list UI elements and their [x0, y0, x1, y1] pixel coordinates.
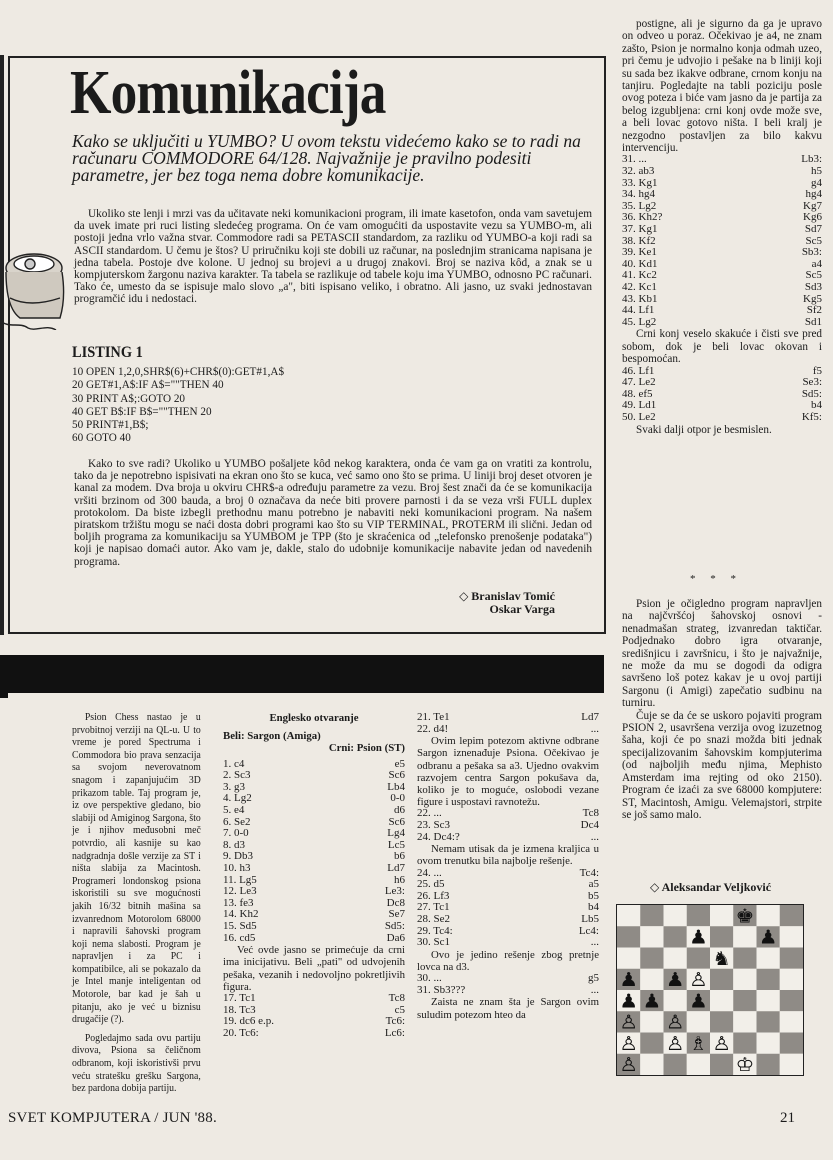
black-move: Tc8: [582, 807, 599, 820]
white-move: 15. Sd5: [223, 919, 257, 932]
white-move: 32. ab3: [622, 165, 655, 178]
white-move: 44. Lf1: [622, 304, 655, 317]
black-move: Sc5: [805, 234, 822, 247]
black-move: b6: [394, 850, 405, 863]
board-square: [733, 948, 756, 969]
code-line: 10 OPEN 1,2,0,SHR$(6)+CHR$(0):GET#1,A$: [72, 366, 285, 378]
white-move: 33. Kg1: [622, 176, 658, 189]
board-square: [757, 990, 780, 1011]
white-move: 31. ...: [622, 153, 647, 166]
board-square: [780, 990, 803, 1011]
board-square: [733, 1011, 756, 1032]
black-move: Kf5:: [801, 410, 822, 423]
black-move: h6: [394, 873, 405, 886]
white-move: 22. d4!: [417, 722, 449, 735]
listing-title: LISTING 1: [72, 344, 143, 361]
board-square: [710, 969, 733, 990]
move-list: [417, 808, 599, 843]
white-move: 37. Kg1: [622, 223, 658, 236]
black-move: Lc4:: [578, 924, 599, 937]
black-move: Ld7: [581, 711, 599, 723]
chess-piece: [735, 904, 754, 927]
board-square: [640, 905, 663, 926]
black-move: Ld7: [387, 861, 405, 874]
black-move: Sc6: [388, 815, 405, 828]
move-row: [223, 921, 405, 933]
move-row: [223, 886, 405, 898]
white-move: 43. Kb1: [622, 292, 658, 305]
right-mid-text: Crni konj veselo skakuće i čisti sve pred sobom, dok je beli lovac okovan i bespomoćan.: [622, 328, 822, 366]
chess-paragraph: Pogledajmo sada ovu partiju divova, Psiona sa čeličnom odbranom, koji iskoristivši prvu veću stratešku grešku Sargona, bez pardona dobija partiju.: [72, 1032, 201, 1095]
author-name: ◇ Branislav Tomić: [459, 589, 555, 603]
move-row: [223, 1016, 405, 1028]
move-row: [223, 805, 405, 817]
chess-article-column-1: [72, 712, 201, 1096]
white-move: 3. g3: [223, 780, 245, 793]
frame-edge: [0, 55, 4, 635]
article-body-1: Ukoliko ste lenji i mrzi vas da učitavate neki komunikacioni program, ili imate kasetofon, onda vam savetujem da uvek imate pri ruci listing sledećeg programa. On će vam omogućiti da uspostavite vezu sa YUMBO-m, ali postoji jedna vrlo važna stvar. Commodore radi sa PETASCII standardom, za razliku od YUMBO-a koji radi sa ASCII standardom. U čemu je štos? U priručniku koji ste dobili uz računar, na poslednjim stranicama napisana je jedna tabela. Postoje dve kolone. U jednoj su brojevi a u drugoj znakovi. Broj se naziva kôd, a znak se u kompjuterskom žargonu naziva karakter. Ta tabela se razlikuje od tabele koju ima YUMBO, odnosno PC računari. Tako će, umesto da se ispisuje malo slovo „a", biti ispisano veliko, i obratno. Ali jasno, uz svaki jednostavan programčić idu i nedostaci.: [74, 208, 592, 306]
board-square: [780, 948, 803, 969]
black-move: Sc6: [388, 769, 405, 782]
telephone-illustration-icon: [0, 238, 66, 330]
black-move: f5: [812, 364, 822, 377]
move-row: [622, 282, 822, 294]
move-row: [223, 770, 405, 782]
code-line: 30 PRINT A$;:GOTO 20: [72, 392, 186, 405]
white-move: 8. d3: [223, 838, 245, 851]
article-title: Komunikacija: [70, 59, 386, 127]
move-row: [417, 832, 599, 844]
black-move: Le3:: [384, 885, 405, 898]
white-move: 22. ...: [417, 807, 442, 820]
black-move: b5: [588, 889, 599, 902]
white-move: 21. Te1: [417, 711, 450, 723]
chess-paragraph: Psion Chess nastao je u prvobitnoj verziji na QL-u. U to vreme je pored Spectruma i Commodora bio prava senzacija sa svojom neverovatnom snagom i zapanjujućim 3D prikazom table. Taj program je, iz ove perspektive gledano, bio slabiji od Amiginog Sargona, što je i njihov međusobni meč potvrdio, ali kasnije su kao nadgradnja došle verzije za ST i ništa slabija za Macintosh. Programeri londonskog psiona iskoristili su sve mogućnosti jakih 16/32 bitnih mašina sa izvanrednom Motorolom 68000 i napravili šahovski program koji nema slabosti. Program je napravljen i za PC i kompatibilce, ali se pokazalo da je Intel manje inteligentan od Motorole, bar kad je šah u pitanju, ako je već u biznisu drugačije (?).: [72, 712, 201, 1026]
board-square: [664, 990, 687, 1011]
white-move: 10. h3: [223, 861, 251, 874]
board-square: [780, 1033, 803, 1054]
black-move: g5: [588, 972, 599, 985]
white-move: 25. d5: [417, 878, 445, 891]
black-move: ...: [590, 983, 599, 996]
board-square: [757, 1033, 780, 1054]
move-row: [417, 973, 599, 985]
article-lead: Kako se uključiti u YUMBO? U ovom tekstu videćemo kako se to radi na računaru COMMODORE 64/128. Najvažnije je pravilno podesiti parametre, jer bez toga nema dobre komunikacije.: [72, 131, 581, 185]
black-move: e5: [394, 757, 405, 770]
right-end-text: Svaki dalji otpor je besmislen.: [636, 423, 772, 436]
white-move: 16. cd5: [223, 931, 256, 944]
magazine-footer: SVET KOMPJUTERA / JUN '88.: [8, 1110, 217, 1126]
board-square: [640, 969, 663, 990]
chess-piece: [712, 1032, 731, 1055]
board-square: [640, 1054, 663, 1075]
move-list: [417, 973, 599, 996]
black-move: Tc4:: [579, 866, 599, 879]
black-move: Lb3:: [801, 153, 822, 166]
black-move: Kg6: [803, 211, 822, 224]
chess-piece: [619, 1032, 638, 1055]
move-row: [417, 712, 599, 724]
board-square: [687, 905, 710, 926]
move-row: [622, 317, 822, 329]
black-move: Sc5: [805, 269, 822, 282]
chess-piece: [689, 989, 708, 1012]
right-intro: postigne, ali je sigurno da ga je upravo on odveo u poraz. Očekivao je a4, ne znam zašto, Psion je normalno konja odmah uzeo, pri čemu je udvojio i pešake na b liniji koji su sada bez ikakve odbrane, crnom konju na tanjiru. Pogledajte na tabli poziciju posle ovog poteza i biće vam jasno da je partija za belog izgubljena: crni konj ovde može sve, a beli lovac gotovo ništa. I beli kralj je nezgodno postavljen za bilo kakvu intervenciju.: [622, 18, 822, 155]
black-player: Crni: Psion (ST): [328, 742, 405, 755]
black-move: Sd5:: [801, 387, 822, 400]
board-square: [664, 1054, 687, 1075]
author-name: Oskar Varga: [489, 602, 555, 616]
black-move: h5: [811, 165, 822, 178]
white-move: 17. Tc1: [223, 991, 256, 1004]
white-move: 47. Le2: [622, 376, 656, 389]
white-move: 34. hg4: [622, 188, 655, 201]
black-move: b4: [588, 901, 599, 914]
white-move: 49. Ld1: [622, 399, 657, 412]
board-square: [640, 948, 663, 969]
black-move: Sd5:: [384, 919, 405, 932]
board-square: [757, 969, 780, 990]
board-square: [617, 905, 640, 926]
white-move: 18. Tc3: [223, 1003, 256, 1016]
board-square: [617, 926, 640, 947]
code-line: 20 GET#1,A$:IF A$=""THEN 40: [72, 379, 224, 392]
board-square: [710, 1011, 733, 1032]
board-square: [733, 990, 756, 1011]
black-move: b4: [811, 399, 822, 412]
section-divider: * * *: [690, 573, 742, 585]
black-move: hg4: [805, 188, 822, 201]
white-move: 50. Le2: [622, 410, 656, 423]
right-column: [622, 18, 822, 436]
move-row: [622, 224, 822, 236]
board-square: [780, 905, 803, 926]
white-move: 45. Lg2: [622, 315, 657, 328]
board-square: [733, 926, 756, 947]
chess-piece: [619, 1053, 638, 1076]
chess-piece: [666, 968, 685, 991]
chess-piece: [712, 947, 731, 970]
move-list: [223, 993, 405, 1039]
move-row: [622, 166, 822, 178]
white-move: 36. Kh2?: [622, 211, 663, 224]
move-list: [417, 868, 599, 949]
board-square: [664, 948, 687, 969]
board-square: [617, 948, 640, 969]
white-move: 26. Lf3: [417, 889, 450, 902]
board-square: [710, 990, 733, 1011]
black-move: 0-0: [390, 792, 405, 805]
board-square: [640, 1033, 663, 1054]
black-move: Lb4: [387, 780, 405, 793]
move-list: [622, 154, 822, 328]
chess-piece: [689, 1032, 708, 1055]
black-move: d6: [394, 803, 405, 816]
white-move: 13. fe3: [223, 896, 254, 909]
move-list: [223, 759, 405, 945]
move-row: [223, 863, 405, 875]
white-move: 30. Sc1: [417, 936, 450, 949]
black-move: ...: [590, 722, 599, 735]
chess-board: [616, 904, 804, 1076]
board-square: [733, 1033, 756, 1054]
chess-piece: [619, 968, 638, 991]
chess-article-column-2: [223, 712, 405, 1039]
move-row: [417, 820, 599, 832]
black-move: Sb3:: [801, 246, 822, 259]
move-row: [417, 937, 599, 949]
author-signature: [420, 590, 555, 616]
black-move: Lc6:: [384, 1026, 405, 1039]
right-para-1: Psion je očigledno program napravljen na najčvršćoj šahovskoj osnovi - nenadmašan strateg, izvanredan taktičar. Podjednako dobro igra otvaranje, središnjicu i završnicu, i što je najvažnije, ne može da mu se dogodi da odigra savršeno loš potez kakav je u ovoj partiji Sargonu (i Amigi) zapečatio sudbinu na turniru.: [622, 598, 822, 710]
white-move: 20. Tc6:: [223, 1026, 259, 1039]
section-header-bar: [0, 655, 604, 693]
white-move: 29. Tc4:: [417, 924, 453, 937]
bar-notch: [0, 678, 8, 698]
white-move: 28. Se2: [417, 912, 450, 925]
white-move: 11. Lg5: [223, 873, 257, 886]
board-square: [757, 1011, 780, 1032]
black-move: ...: [590, 936, 599, 949]
white-move: 12. Le3: [223, 885, 257, 898]
white-move: 1. c4: [223, 757, 245, 770]
black-move: Tc6:: [385, 1015, 405, 1028]
chess-piece: [642, 989, 661, 1012]
chess-piece: [759, 926, 778, 949]
white-move: 6. Se2: [223, 815, 251, 828]
chess-article-column-3: [417, 712, 599, 1021]
right-para-2: Čuje se da će se uskoro pojaviti program PSION 2, usavršena verzija ovog izuzetnog šaha, koji će po snazi možda biti jednak specijalizovanim šahovskim kompjuterima (od najboljih među njima, Mephisto Amsterdam ima rejting od oko 2150). Program će izaći za sve 68000 kompjutere: ST, Macintosh, Amigu. Velemajstori, strpite se još samo malo.: [622, 709, 822, 821]
board-square: [757, 1054, 780, 1075]
black-move: Lg4: [387, 827, 405, 840]
right-column-lower: [622, 598, 822, 821]
white-player: Beli: Sargon (Amiga): [223, 730, 321, 743]
white-move: 38. Kf2: [622, 234, 656, 247]
board-square: [780, 1011, 803, 1032]
white-move: 24. Dc4:?: [417, 830, 460, 843]
black-move: Se3:: [802, 376, 822, 389]
chess-piece: [619, 989, 638, 1012]
chess-piece: [689, 968, 708, 991]
board-square: [780, 969, 803, 990]
white-move: 14. Kh2: [223, 908, 259, 921]
author-signature: ◇ Aleksandar Veljković: [650, 880, 772, 894]
code-line: 60 GOTO 40: [72, 432, 131, 445]
chess-piece: [619, 1011, 638, 1034]
board-square: [780, 1054, 803, 1075]
code-line: 50 PRINT#1,B$;: [72, 419, 149, 432]
white-move: 48. ef5: [622, 387, 653, 400]
move-row: [223, 828, 405, 840]
white-move: 30. ...: [417, 972, 442, 985]
white-move: 27. Tc1: [417, 901, 450, 914]
white-move: 40. Kd1: [622, 257, 658, 270]
white-move: 9. Db3: [223, 850, 253, 863]
board-square: [710, 926, 733, 947]
board-square: [757, 948, 780, 969]
board-square: [664, 926, 687, 947]
white-move: 23. Sc3: [417, 819, 450, 831]
white-move: 41. Kc2: [622, 269, 657, 282]
black-move: Sd1: [804, 315, 822, 328]
chess-piece: [666, 1032, 685, 1055]
move-row: [417, 724, 599, 736]
black-move: Sd3: [804, 281, 822, 293]
white-move: 5. e4: [223, 803, 245, 816]
black-move: Lb5: [581, 912, 599, 925]
board-square: [710, 1054, 733, 1075]
black-move: ...: [590, 830, 599, 843]
black-move: a4: [811, 257, 822, 270]
black-move: Dc8: [386, 896, 405, 909]
white-move: 39. Ke1: [622, 246, 657, 259]
chess-piece: [689, 926, 708, 949]
black-move: c5: [394, 1003, 405, 1016]
chess-paragraph: Već ovde jasno se primećuje da crni ima inicijativu. Beli „pati" od udvojenih pešaka, vezanih i nedovoljno pokretljivih figura.: [223, 944, 405, 993]
black-move: Kg7: [803, 199, 822, 212]
board-square: [640, 1011, 663, 1032]
board-square: [733, 969, 756, 990]
board-square: [640, 926, 663, 947]
page-number: 21: [780, 1110, 795, 1126]
white-move: 4. Lg2: [223, 792, 252, 805]
black-move: Sd7: [804, 223, 822, 236]
move-row: [223, 993, 405, 1005]
chess-paragraph: Zaista ne znam šta je Sargon ovim suludim potezom hteo da: [417, 996, 599, 1021]
move-row: [417, 985, 599, 997]
black-move: Da6: [386, 931, 405, 944]
move-list: [417, 712, 599, 735]
chess-paragraph: Ovim lepim potezom aktivne odbrane Sargon iznenađuje Psiona. Očekivao je odbranu a pešaka sa a3. Ujedno ovakvim razvojem centra Sargon pokušava da, koliko je to moguće, oslobodi vezane figure i uspostavi ravnotežu.: [417, 735, 599, 809]
board-square: [757, 905, 780, 926]
opening-title: Englesko otvaranje: [269, 712, 359, 724]
white-move: 31. Sb3???: [417, 983, 466, 996]
white-move: 42. Kc1: [622, 281, 657, 293]
chess-paragraph: Ovo je jedino rešenje zbog pretnje lovca na d3.: [417, 948, 599, 973]
move-row: [223, 933, 405, 945]
chess-piece: [666, 1011, 685, 1034]
white-move: 46. Lf1: [622, 364, 655, 377]
white-move: 19. dc6 e.p.: [223, 1015, 275, 1028]
chess-paragraph: Nemam utisak da je izmena kraljica u ovom trenutku bila najbolje rešenje.: [417, 843, 599, 868]
move-row: [417, 914, 599, 926]
black-move: Sf2: [806, 304, 822, 317]
black-move: g4: [811, 176, 822, 189]
move-row: [223, 817, 405, 829]
black-move: a5: [588, 878, 599, 891]
move-row: [622, 412, 822, 424]
code-line: 40 GET B$:IF B$=""THEN 20: [72, 405, 212, 418]
move-row: [223, 793, 405, 805]
move-list: [622, 366, 822, 424]
white-move: 7. 0-0: [223, 827, 249, 840]
chess-piece: [735, 1053, 754, 1076]
article-body-2: Kako to sve radi? Ukoliko u YUMBO pošaljete kôd nekog karaktera, onda će vam ga on vratiti za kontrolu, tako da je nepotrebno ispisivati na ekran ono što se kuca, već samo ono što se prima. U liniji broj deset otvoren je kanal za modem. Dva broja u okviru CHR$-a određuju parametre za vezu. Broj šest znači da će se komunikacija vršiti brzinom od 300 bauda, a broj 0 označava da neće biti provere parnosti i da se veza vrši FULL duplex protokolom. Da biste izbegli prethodnu manu potrebno je nabaviti neki komunikacioni program. Na našem piratskom tržištu mogu se naći dosta dobri programi kao što su VIP TERMINAL, PROTERM ili slični. Jedan od boljih programa za komunikaciju sa YUMBOM je TPP (što je skraćenica od „telefonsko prenošenje podataka") koji je napisao domaći autor. Ako vam je, dakle, stalo do udobnije komunikacije nabavite jedan od navedenih programa.: [74, 458, 592, 568]
white-move: 35. Lg2: [622, 199, 657, 212]
board-square: [664, 905, 687, 926]
white-move: 2. Sc3: [223, 769, 251, 782]
move-row: [223, 1028, 405, 1040]
black-move: Kg5: [803, 292, 822, 305]
black-move: Tc8: [388, 991, 405, 1004]
black-move: Se7: [388, 908, 405, 921]
white-move: 24. ...: [417, 866, 442, 879]
black-move: Lc5: [387, 838, 405, 851]
board-square: [687, 1011, 710, 1032]
board-square: [687, 948, 710, 969]
black-move: Dc4: [580, 819, 599, 831]
code-listing: [72, 366, 284, 446]
board-square: [710, 905, 733, 926]
board-square: [780, 926, 803, 947]
board-square: [687, 1054, 710, 1075]
